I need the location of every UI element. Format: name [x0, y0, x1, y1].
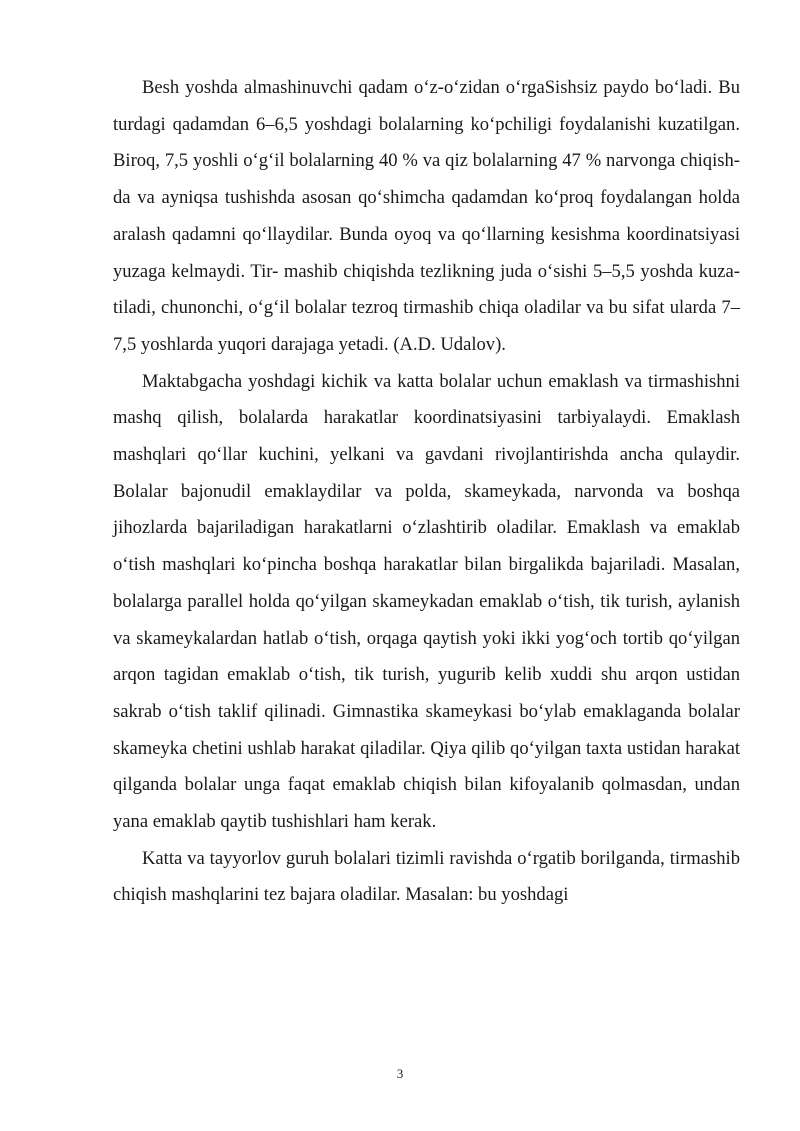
page-number: 3 [396, 1066, 404, 1081]
paragraph-1: Besh yoshda almashinuvchi qadam o‘z-o‘zidan o‘rgaSishsiz paydo bo‘ladi. Bu turdagi qadamdan 6–6,5 yoshdagi bolalarning ko‘pchiligi foydalanishi kuzatilgan. Biroq, 7,5 yoshli o‘g‘il bolalarning 40 % va qiz bolalarning 47 % narvonga chiqish- da va ayniqsa tushishda asosan qo‘shimcha qadamdan ko‘proq foydalangan holda aralash qadamni qo‘llaydilar. Bunda oyoq va qo‘llarning kesishma koordinatsiyasi yuzaga kelmaydi. Tir- mashib chiqishda tezlikning juda o‘sishi 5–5,5 yoshda kuza- tiladi, chunonchi, o‘g‘il bolalar tezroq tirmashib chiqa oladilar va bu sifat ularda 7–7,5 yoshlarda yuqori darajaga yetadi. (A.D. Udalov). [113, 77, 740, 355]
paragraph-3: Katta va tayyorlov guruh bolalari tizimli ravishda o‘rgatib borilganda, tirmashib chiqish mashqlarini tez bajara oladilar. Masalan: bu yoshdagi [113, 847, 740, 906]
page-body [113, 70, 740, 914]
paragraph-2: Maktabgacha yoshdagi kichik va katta bolalar uchun emaklash va tirmashishni mashq qilish, bolalarda harakatlar koordinatsiyasini tarbiyalaydi. Emaklash mashqlari qo‘llar kuchini, yelkani va gavdani rivojlantirishda ancha qulaydir. Bolalar bajonudil emaklaydilar va polda, skameykada, narvonda va boshqa jihozlarda bajariladigan harakatlarni o‘zlashtirib oladilar. Emaklash va emaklab o‘tish mashqlari ko‘pincha boshqa harakatlar bilan birgalikda bajariladi. Masalan, bolalarga parallel holda qo‘yilgan skameykadan emaklab o‘tish, tik turish, aylanish va skameykalardan hatlab o‘tish, orqaga qaytish yoki ikki yog‘och tortib qo‘yilgan arqon tagidan emaklab o‘tish, tik turish, yugurib kelib xuddi shu arqon ustidan sakrab o‘tish taklif qilinadi. Gimnastika skameykasi bo‘ylab emaklaganda bolalar skameyka chetini ushlab harakat qiladilar. Qiya qilib qo‘yilgan taxta ustidan harakat qilganda bolalar unga faqat emaklab chiqish bilan kifoyalanib qolmasdan, undan yana emaklab qaytib tushishlari ham kerak. [113, 370, 740, 833]
